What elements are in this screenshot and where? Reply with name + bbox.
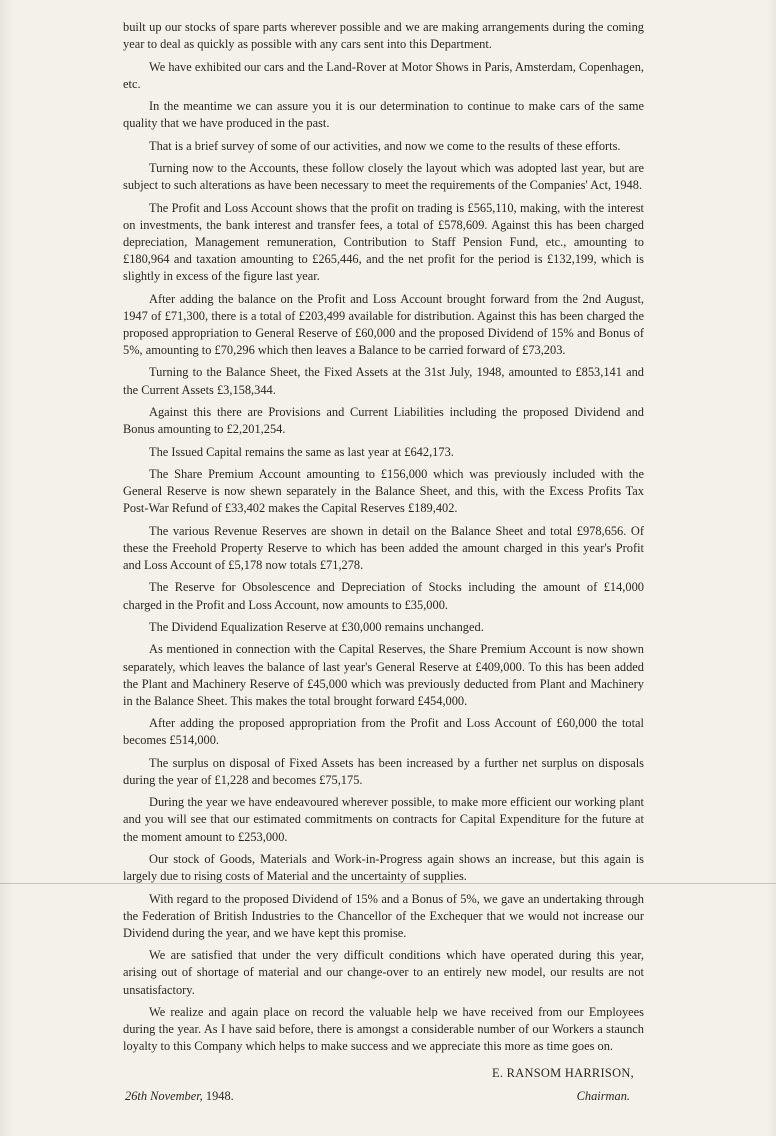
paragraph: After adding the balance on the Profit and Loss Account brought forward from the 2nd August, 1947 of £71,300, there is a total of £203,499 available for distribution. Against this has been charged the proposed appropriation to General Reserve of £60,000 and the proposed Dividend of 15% and Bonus of 5%, amounting to £70,296 which then leaves a Balance to be carried forward of £73,203. bbox=[123, 291, 644, 357]
paragraph: The Reserve for Obsolescence and Depreciation of Stocks including the amount of £14,000 charged in the Profit and Loss Account, now amounts to £35,000. bbox=[123, 580, 644, 612]
paragraph: We are satisfied that under the very difficult conditions which have operated during this year, arising out of shortage of material and our change-over to an entirely new model, our results are not unsatisfactory. bbox=[123, 948, 644, 997]
paragraph: The surplus on disposal of Fixed Assets has been increased by a further net surplus on disposals during the year of £1,228 and becomes £75,175. bbox=[123, 755, 644, 787]
paragraph: During the year we have endeavoured wherever possible, to make more efficient our working plant and you will see that our estimated commitments on contracts for Capital Expenditure for the future at the moment amount to £253,000. bbox=[123, 795, 644, 844]
letter-date-year: 1948. bbox=[202, 1089, 234, 1103]
paragraph: Turning now to the Accounts, these follow closely the layout which was adopted last year, but are subject to such alterations as have been necessary to meet the requirements of the Companies' Act, 1948. bbox=[123, 161, 644, 193]
paragraph: With regard to the proposed Dividend of 15% and a Bonus of 5%, we gave an undertaking through the Federation of British Industries to the Chancellor of the Exchequer that we would not increase our Dividend during the year, and we have kept this promise. bbox=[123, 891, 644, 940]
paragraph: Our stock of Goods, Materials and Work-in-Progress again shows an increase, but this again is largely due to rising costs of Material and the uncertainty of supplies. bbox=[123, 852, 644, 884]
paragraph: The Dividend Equalization Reserve at £30,000 remains unchanged. bbox=[149, 619, 484, 634]
signature-block bbox=[123, 1066, 644, 1110]
paragraph: After adding the proposed appropriation from the Profit and Loss Account of £60,000 the total becomes £514,000. bbox=[123, 716, 644, 748]
paragraph: We realize and again place on record the valuable help we have received from our Employees during the year. As I have said before, there is amongst a considerable number of our Workers a staunch loyalty to this Company which helps to make success and we appreciate this more as time goes on. bbox=[123, 1004, 644, 1054]
signatory-name: E. RANSOM HARRISON, bbox=[491, 1066, 634, 1080]
letter-body bbox=[123, 19, 644, 1061]
paragraph: The Share Premium Account amounting to £156,000 which was previously included with the General Reserve is now shewn separately in the Balance Sheet, and this, with the Excess Profits Tax Post-War Refund of £33,402 makes the Capital Reserves £189,402. bbox=[123, 467, 644, 516]
paragraph: Against this there are Provisions and Current Liabilities including the proposed Dividend and Bonus amounting to £2,201,254. bbox=[123, 405, 644, 437]
paragraph: built up our stocks of spare parts wherever possible and we are making arrangements during the coming year to deal as quickly as possible with any cars sent into this Department. bbox=[123, 20, 644, 52]
signatory-title: Chairman. bbox=[576, 1089, 630, 1103]
paragraph: As mentioned in connection with the Capital Reserves, the Share Premium Account is now shown separately, which leaves the balance of last year's General Reserve at £409,000. To this has been added the Plant and Machinery Reserve of £45,000 which was previously deducted from Plant and Machinery in the Balance Sheet. This makes the total brought forward £454,000. bbox=[123, 642, 644, 708]
paragraph: We have exhibited our cars and the Land-Rover at Motor Shows in Paris, Amsterdam, Copenhagen, etc. bbox=[123, 59, 644, 91]
paragraph: The Issued Capital remains the same as last year at £642,173. bbox=[149, 444, 454, 459]
paragraph: That is a brief survey of some of our activities, and now we come to the results of these efforts. bbox=[149, 138, 621, 153]
paragraph: The various Revenue Reserves are shown in detail on the Balance Sheet and total £978,656. Of these the Freehold Property Reserve to which has been added the amount charged in this year's Profit and Loss Account of £5,178 now totals £71,278. bbox=[123, 523, 644, 572]
letter-date bbox=[125, 1089, 234, 1104]
paragraph: The Profit and Loss Account shows that the profit on trading is £565,110, making, with the interest on investments, the bank interest and transfer fees, a total of £578,609. Against this has been charged depreciation, Management remuneration, Contribution to Staff Pension Fund, etc., amounting to £180,964 and taxation amounting to £265,446, and the net profit for the period is £132,199, which is slightly in excess of the figure last year. bbox=[123, 200, 644, 284]
letter-date-day: 26th November, bbox=[125, 1089, 203, 1103]
paragraph: In the meantime we can assure you it is our determination to continue to make cars of the same quality that we have produced in the past. bbox=[123, 99, 644, 131]
paragraph: Turning to the Balance Sheet, the Fixed Assets at the 31st July, 1948, amounted to £853,141 and the Current Assets £3,158,344. bbox=[123, 365, 644, 397]
